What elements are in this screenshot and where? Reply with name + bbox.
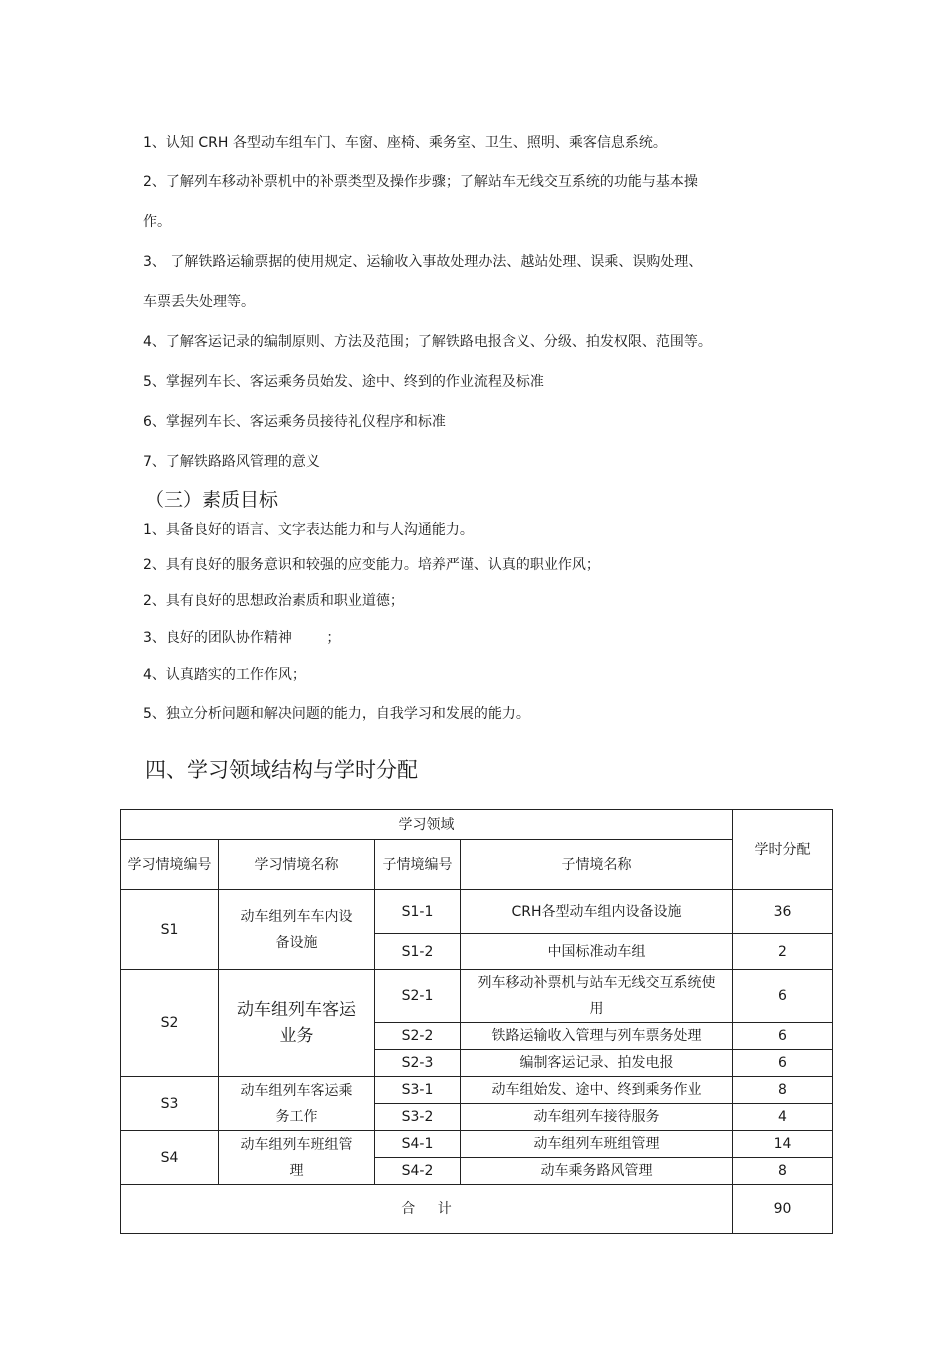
sub-id: S1-2: [375, 934, 461, 970]
situation-name: 动车组列车班组管理: [219, 1131, 375, 1185]
sub-id: S4-1: [375, 1131, 461, 1158]
quality-item: 3、良好的团队协作精神 ；: [143, 630, 341, 646]
table-row: [121, 970, 833, 1023]
sub-id: S2-3: [375, 1050, 461, 1077]
situation-name: 动车组列车客运业务: [219, 970, 375, 1077]
sub-name: 列车移动补票机与站车无线交互系统使用: [461, 970, 733, 1023]
allocation-table: [120, 809, 833, 1234]
quality-item: 5、独立分析问题和解决问题的能力，自我学习和发展的能力。: [143, 706, 530, 722]
sub-hours: 4: [733, 1104, 833, 1131]
quality-heading: （三）素质目标: [145, 489, 279, 511]
knowledge-item: 6、掌握列车长、客运乘务员接待礼仪程序和标准: [143, 414, 446, 430]
quality-item: 1、具备良好的语言、文字表达能力和与人沟通能力。: [143, 522, 474, 538]
sub-id: S3-2: [375, 1104, 461, 1131]
header-sub-name: 子情境名称: [461, 840, 733, 890]
section-heading: 四、学习领域结构与学时分配: [145, 758, 418, 782]
knowledge-item: 作。: [143, 214, 171, 230]
sub-id: S3-1: [375, 1077, 461, 1104]
knowledge-item: 5、掌握列车长、客运乘务员始发、途中、终到的作业流程及标准: [143, 374, 544, 390]
quality-item: 2、具有良好的思想政治素质和职业道德；: [143, 593, 404, 609]
table-header-row: [121, 840, 833, 890]
situation-id: S4: [121, 1131, 219, 1185]
situation-id: S1: [121, 890, 219, 970]
sub-id: S2-2: [375, 1023, 461, 1050]
situation-id: S3: [121, 1077, 219, 1131]
knowledge-item: 7、了解铁路路风管理的意义: [143, 454, 320, 470]
total-hours: 90: [733, 1185, 833, 1234]
sub-name: 动车组始发、途中、终到乘务作业: [461, 1077, 733, 1104]
sub-hours: 36: [733, 890, 833, 934]
situation-name: 动车组列车客运乘务工作: [219, 1077, 375, 1131]
knowledge-item: 1、认知 CRH 各型动车组车门、车窗、座椅、乘务室、卫生、照明、乘客信息系统。: [143, 135, 667, 151]
sub-name: 动车组列车接待服务: [461, 1104, 733, 1131]
header-sub-id: 子情境编号: [375, 840, 461, 890]
sub-hours: 2: [733, 934, 833, 970]
total-row: [121, 1185, 833, 1234]
sub-hours: 6: [733, 1023, 833, 1050]
sub-name: CRH各型动车组内设备设施: [461, 890, 733, 934]
table-row: [121, 1077, 833, 1104]
table-row: [121, 1131, 833, 1158]
knowledge-item: 车票丢失处理等。: [143, 294, 255, 310]
knowledge-item: 4、了解客运记录的编制原则、方法及范围；了解铁路电报含义、分级、拍发权限、范围等。: [143, 334, 712, 350]
knowledge-item: 3、 了解铁路运输票据的使用规定、运输收入事故处理办法、越站处理、误乘、误购处理、: [143, 254, 703, 270]
quality-item: 2、具有良好的服务意识和较强的应变能力。培养严谨、认真的职业作风；: [143, 557, 600, 573]
sub-name: 编制客运记录、拍发电报: [461, 1050, 733, 1077]
header-domain: 学习领域: [121, 810, 733, 840]
knowledge-item: 2、了解列车移动补票机中的补票类型及操作步骤；了解站车无线交互系统的功能与基本操: [143, 174, 698, 190]
situation-id: S2: [121, 970, 219, 1077]
sub-name: 中国标准动车组: [461, 934, 733, 970]
sub-hours: 8: [733, 1077, 833, 1104]
header-hours: 学时分配: [733, 810, 833, 890]
situation-name: 动车组列车车内设备设施: [219, 890, 375, 970]
sub-hours: 6: [733, 1050, 833, 1077]
sub-hours: 6: [733, 970, 833, 1023]
total-label: 合 计: [121, 1185, 733, 1234]
sub-name: 动车组列车班组管理: [461, 1131, 733, 1158]
sub-name: 铁路运输收入管理与列车票务处理: [461, 1023, 733, 1050]
sub-hours: 14: [733, 1131, 833, 1158]
quality-item: 4、认真踏实的工作作风；: [143, 667, 306, 683]
table-header-row: [121, 810, 833, 840]
table-row: [121, 890, 833, 934]
header-situation-id: 学习情境编号: [121, 840, 219, 890]
sub-id: S4-2: [375, 1158, 461, 1185]
header-situation-name: 学习情境名称: [219, 840, 375, 890]
sub-hours: 8: [733, 1158, 833, 1185]
sub-id: S2-1: [375, 970, 461, 1023]
sub-id: S1-1: [375, 890, 461, 934]
sub-name: 动车乘务路风管理: [461, 1158, 733, 1185]
